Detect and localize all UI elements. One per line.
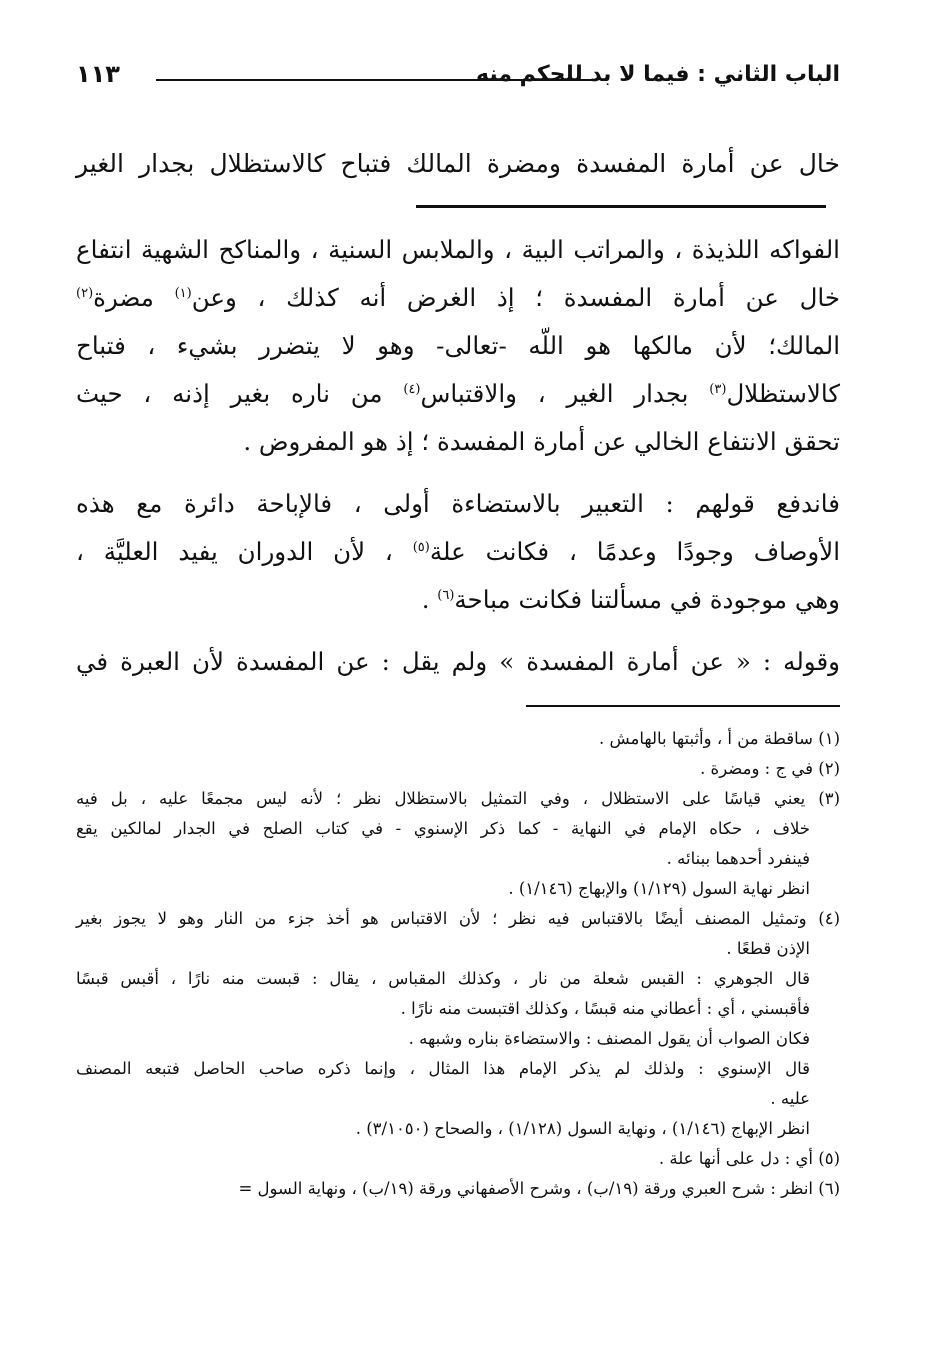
page-header [76,62,840,102]
commentary-body [76,226,840,686]
footnote-ref[interactable]: (٣) [709,382,727,397]
footnote-line: قال الإسنوي : ولذلك لم يذكر الإمام هذا المثال ، وإنما ذكره صاحب الحاصل فتبعه المصنف [76,1059,810,1078]
page-number: ١١٣ [76,60,120,88]
chapter-title: الباب الثاني : فيما لا بد للحكم منه [476,62,840,87]
footnote-ref[interactable]: (١) [174,286,192,301]
footnote-line: فأقبسني ، أي : أعطاني منه قبسًا ، وكذلك اقتبست منه نارًا . [400,999,810,1018]
footnote-4 [76,904,840,1144]
body-line: المالك؛ لأن مالكها هو اللّه -تعالى- وهو لا يتضرر بشيء ، فتباح [76,331,840,360]
body-line: الأوصاف وجودًا وعدمًا ، فكانت علة$^{(٥)}$ ، لأن الدوران يفيد العليَّة ، [76,537,840,566]
footnote-rule [526,705,840,707]
body-line: كالاستظلال$^{(٣)}$ بجدار الغير ، والاقتباس$^{(٤)}$ من ناره بغير إذنه ، حيث [76,379,840,408]
footnote-3 [76,784,840,904]
body-line: فاندفع قولهم : التعبير بالاستضاءة أولى ، فالإباحة دائرة مع هذه [76,489,840,518]
footnote-ref[interactable]: (٥) [412,540,430,555]
footnote-5: (٥) أي : دل على أنها علة . [658,1149,840,1168]
footnote-6: (٦) انظر : شرح العبري ورقة (١٩/ب) ، وشرح الأصفهاني ورقة (١٩/ب) ، ونهاية السول = [238,1179,840,1198]
matn-text: خال عن أمارة المفسدة ومضرة المالك فتباح كالاستظلال بجدار الغير [76,149,840,178]
header-rule [156,79,596,81]
matn-rule [416,205,826,208]
footnote-line: (٣) يعني قياسًا على الاستظلال ، وفي التمثيل بالاستظلال نظر ؛ لأنه ليس مجمعًا عليه ، بل فيه [76,789,840,808]
footnote-line: انظر نهاية السول (١/١٢٩) والإبهاج (١/١٤٦) . [508,879,810,898]
footnote-line: الإذن قطعًا . [726,939,810,958]
body-line: خال عن أمارة المفسدة ؛ إذ الغرض أنه كذلك ، وعن$^{(١)}$ مضرة$^{(٢)}$ [76,283,840,312]
body-line: الفواكه اللذيذة ، والمراتب البية ، والملابس السنية ، والمناكح الشهية انتفاع [76,235,840,264]
footnote-line: انظر الإبهاج (١/١٤٦) ، ونهاية السول (١/١٢٨) ، والصحاح (٣/١٠٥٠) . [355,1119,810,1138]
body-line: تحقق الانتفاع الخالي عن أمارة المفسدة ؛ إذ هو المفروض . [243,427,840,456]
footnote-ref[interactable]: (٢) [76,286,94,301]
footnote-line: عليه . [770,1089,810,1108]
footnote-line: (٤) وتمثيل المصنف أيضًا بالاقتباس فيه نظر ؛ لأن الاقتباس هو أخذ جزء من النار وهو لا يجوز بغير [76,909,840,928]
footnote-line: فكان الصواب أن يقول المصنف : والاستضاءة بناره وشبهه . [408,1029,810,1048]
body-line: وقوله : « عن أمارة المفسدة » ولم يقل : عن المفسدة لأن العبرة في [76,647,840,676]
footnote-line: فينفرد أحدهما ببنائه . [666,849,810,868]
body-line: وهي موجودة في مسألتنا فكانت مباحة$^{(٦)}$ . [421,585,840,614]
footnote-line: قال الجوهري : القبس شعلة من نار ، وكذلك المقباس ، يقال : قبست منه نارًا ، أقبس قبسًا [76,969,810,988]
footnote-ref[interactable]: (٤) [403,382,421,397]
footnote-2: (٢) في ج : ومضرة . [700,759,840,778]
footnote-ref[interactable]: (٦) [437,588,455,603]
footnote-line: خلاف ، حكاه الإمام في النهاية - كما ذكر الإسنوي - في كتاب الصلح في الجدار لمالكين يقع [76,819,810,838]
footnote-1: (١) ساقطة من أ ، وأثبتها بالهامش . [598,729,840,748]
footnotes [76,724,840,1204]
